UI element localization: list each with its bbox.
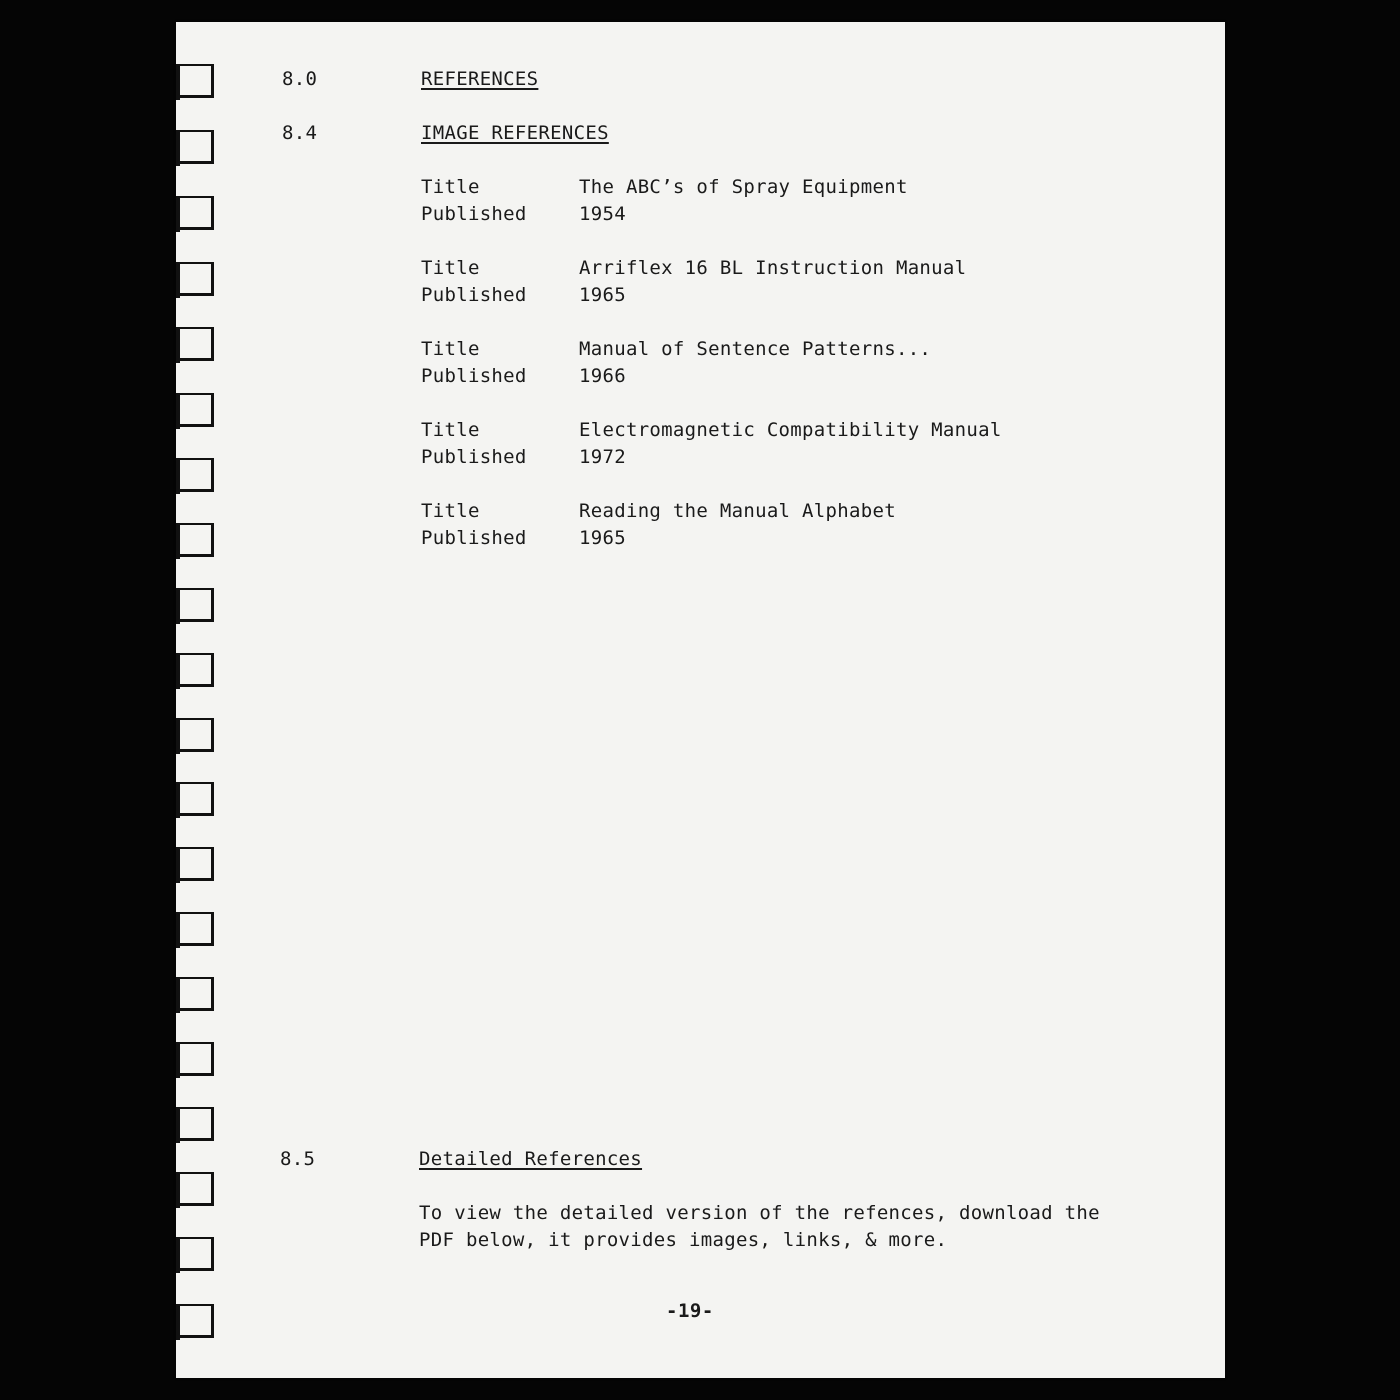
binding-hole bbox=[176, 262, 214, 296]
binding-hole bbox=[176, 196, 214, 230]
detailed-paragraph-line: PDF below, it provides images, links, & more. bbox=[419, 1229, 948, 1251]
title-label: Title bbox=[421, 257, 480, 279]
published-value: 1966 bbox=[579, 365, 626, 387]
title-label: Title bbox=[421, 419, 480, 441]
binding-hole bbox=[176, 327, 214, 361]
published-label: Published bbox=[421, 365, 527, 387]
title-label: Title bbox=[421, 500, 480, 522]
binding-hole bbox=[176, 782, 214, 816]
title-value: Manual of Sentence Patterns... bbox=[579, 338, 932, 360]
binding-hole bbox=[176, 718, 214, 752]
published-label: Published bbox=[421, 203, 527, 225]
section-number: 8.4 bbox=[282, 122, 318, 144]
binding-hole bbox=[176, 1042, 214, 1076]
binding-hole bbox=[176, 912, 214, 946]
published-value: 1965 bbox=[579, 527, 626, 549]
binding-hole bbox=[176, 523, 214, 557]
title-value: Electromagnetic Compatibility Manual bbox=[579, 419, 1002, 441]
title-value: Arriflex 16 BL Instruction Manual bbox=[579, 257, 967, 279]
binding-hole bbox=[176, 1172, 214, 1206]
binding-hole bbox=[176, 653, 214, 687]
binding-hole bbox=[176, 1107, 214, 1141]
section-heading: REFERENCES bbox=[421, 68, 539, 90]
binding-hole bbox=[176, 1304, 214, 1338]
title-label: Title bbox=[421, 338, 480, 360]
section-number: 8.0 bbox=[282, 68, 318, 90]
binding-hole bbox=[176, 588, 214, 622]
detailed-paragraph-line: To view the detailed version of the refences, download the bbox=[419, 1202, 1100, 1224]
document-page bbox=[176, 22, 1225, 1378]
section-heading: Detailed References bbox=[419, 1148, 643, 1170]
section-heading: IMAGE REFERENCES bbox=[421, 122, 609, 144]
comb-binding bbox=[176, 22, 236, 1378]
binding-hole bbox=[176, 458, 214, 492]
binding-hole bbox=[176, 130, 214, 164]
published-value: 1965 bbox=[579, 284, 626, 306]
title-value: The ABC’s of Spray Equipment bbox=[579, 176, 908, 198]
section-number: 8.5 bbox=[280, 1148, 316, 1170]
published-value: 1954 bbox=[579, 203, 626, 225]
title-label: Title bbox=[421, 176, 480, 198]
title-value: Reading the Manual Alphabet bbox=[579, 500, 896, 522]
published-label: Published bbox=[421, 446, 527, 468]
published-label: Published bbox=[421, 527, 527, 549]
binding-hole bbox=[176, 64, 214, 98]
binding-hole bbox=[176, 1237, 214, 1271]
published-value: 1972 bbox=[579, 446, 626, 468]
binding-hole bbox=[176, 977, 214, 1011]
binding-hole bbox=[176, 847, 214, 881]
published-label: Published bbox=[421, 284, 527, 306]
binding-hole bbox=[176, 393, 214, 427]
page-number: -19- bbox=[666, 1300, 714, 1322]
